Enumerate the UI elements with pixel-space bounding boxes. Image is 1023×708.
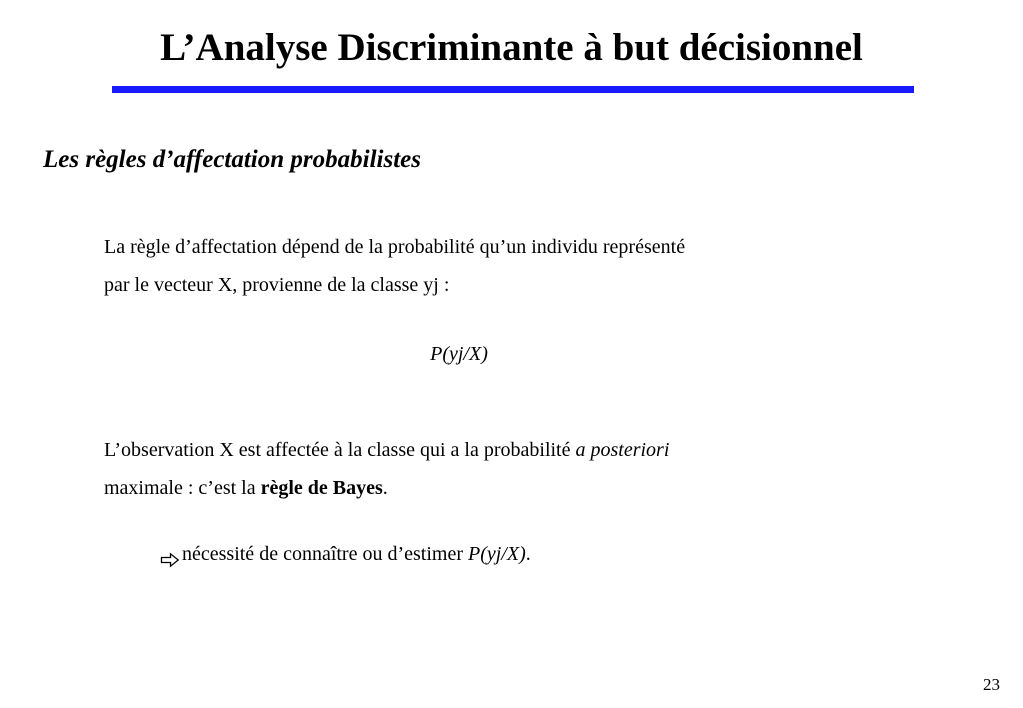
paragraph-text: L’observation X est affectée à la classe qui a la probabilité bbox=[104, 439, 576, 461]
paragraph-line: La règle d’affectation dépend de la probabilité qu’un individu représenté bbox=[104, 236, 686, 258]
a-posteriori-term: a posteriori bbox=[575, 439, 670, 461]
page-number: 23 bbox=[983, 675, 1000, 694]
bayes-rule-term: règle de Bayes bbox=[260, 477, 383, 499]
paragraph-line: par le vecteur X, provienne de la classe yj : bbox=[104, 274, 450, 296]
paragraph-line bbox=[104, 431, 669, 469]
bullet-punctuation: . bbox=[525, 543, 531, 565]
title-underline bbox=[112, 86, 914, 93]
consequence-bullet bbox=[160, 536, 531, 572]
paragraph-punctuation: . bbox=[382, 477, 388, 499]
outline-right-arrow-icon bbox=[160, 544, 180, 560]
bullet-text: nécessité de connaître ou d’estimer P(yj/X). bbox=[182, 543, 531, 565]
paragraph-assignment-rule bbox=[104, 228, 685, 304]
formula-posterior: P(yj/X) bbox=[430, 343, 488, 365]
section-heading: Les règles d’affectation probabilistes bbox=[43, 146, 421, 173]
paragraph-line bbox=[104, 469, 669, 507]
paragraph-bayes-rule bbox=[104, 431, 669, 507]
bullet-formula: P(yj/X) bbox=[468, 543, 526, 565]
paragraph-text: maximale : c’est la bbox=[104, 477, 261, 499]
slide-title: L’Analyse Discriminante à but décisionnel bbox=[160, 26, 863, 69]
